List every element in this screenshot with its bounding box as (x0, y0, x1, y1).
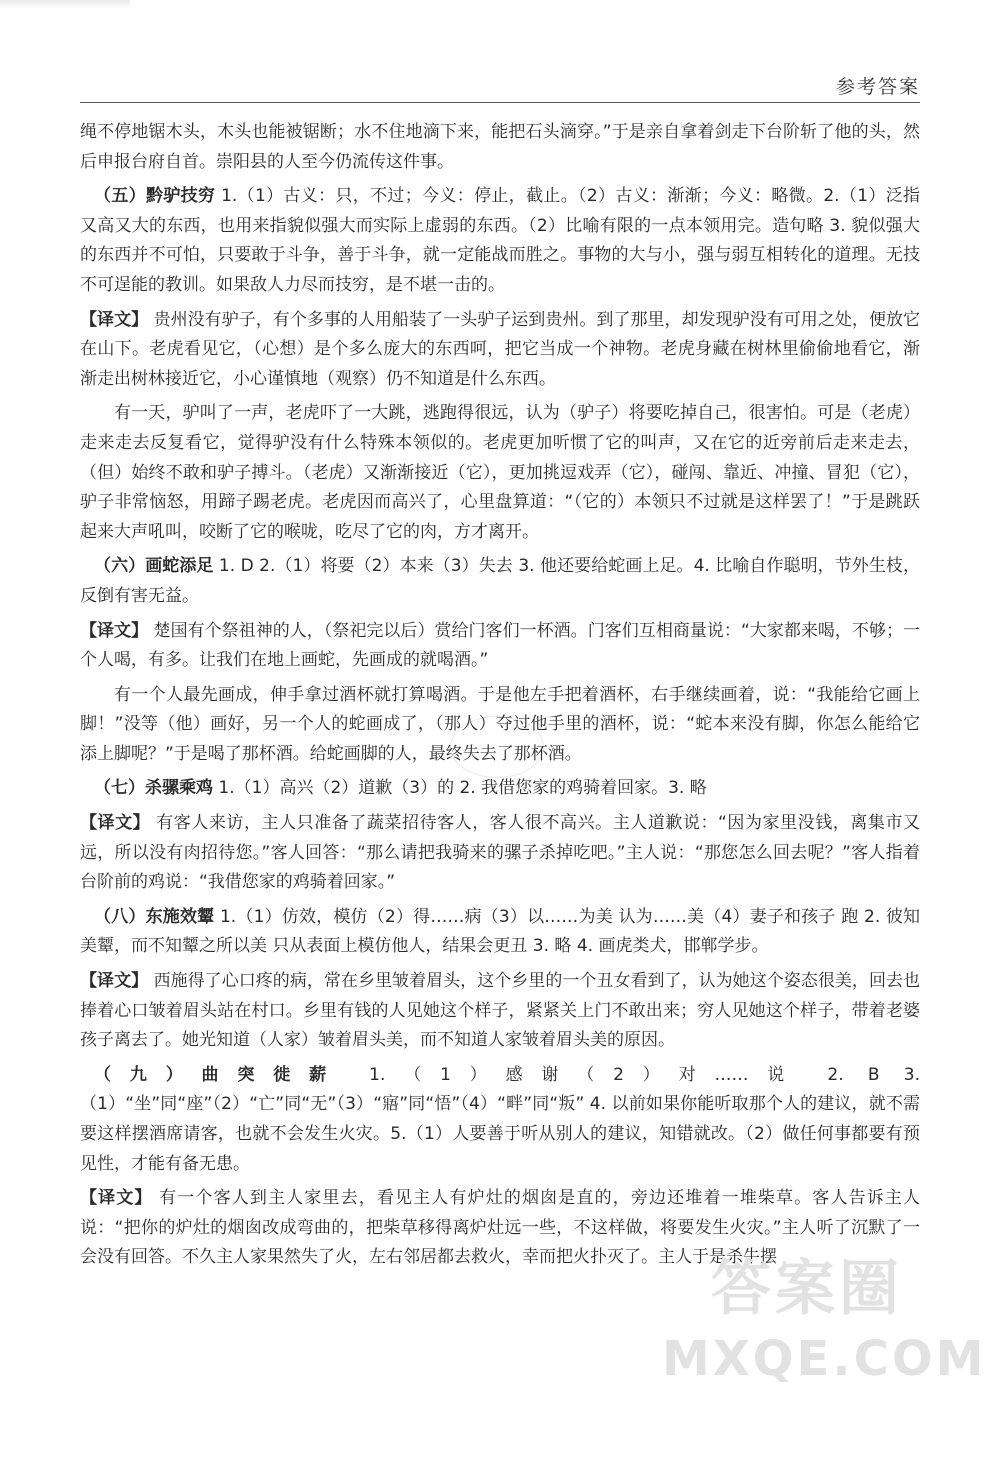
paragraph-text: 1.（1）古义：只，不过；今义：停止，截止。（2）古义：渐渐；今义：略微。2.（1）泛指又高又大的东西，也用来指貌似强大而实际上虚弱的东西。（2）比喻有限的一点本领用完。造句略 3. 貌似强大的东西并不可怕，只要敢于斗争，善于斗争，就一定能战而胜之。事物的大与小，强与弱互相转化的道理。无技不可逞能的教训。如果敌人力尽而技穷，是不堪一击的。 (80, 186, 921, 295)
translation-tag: 【译文】 (80, 813, 151, 834)
section-title: （九）曲突徙薪 (94, 1064, 345, 1085)
watermark-text: 答案圈 (711, 1254, 903, 1324)
paragraph-text: 有一天，驴叫了一声，老虎吓了一大跳，逃跑得很远，认为（驴子）将要吃掉自己，很害怕。可是（老虎）走来走去反复看它，觉得驴没有什么特殊本领似的。老虎更加听惯了它的叫声，又在它的近旁前后走来走去，（但）始终不敢和驴子搏斗。（老虎）又渐渐接近（它），更加挑逗戏弄（它），碰闯、靠近、冲撞、冒犯（它），驴子非常恼怒，用蹄子踢老虎。老虎因而高兴了，心里盘算道：“（它的）本领只不过就是这样罢了！”于是跳跃起来大声吼叫，咬断了它的喉咙，吃尽了它的肉，方才离开。 (80, 403, 920, 542)
header-rule (80, 102, 920, 103)
paragraph-text: 有一个客人到主人家里去，看见主人有炉灶的烟囱是直的，旁边还堆着一堆柴草。客人告诉主人说：“把你的炉灶的烟囱改成弯曲的，把柴草移得离炉灶远一些，不这样做，将要发生火灾。”主人听了沉默了一会没有回答。不久主人家果然失了火，左右邻居都去救火，幸而把火扑灭了。主人于是杀牛摆 (80, 1188, 921, 1268)
paragraph-text: 1.（1）感谢（2）对……说 2. B 3.（1）“坐”同“座”（2）“亡”同“无”（3）“寤”同“悟”（4）“畔”同“叛” 4. 以前如果你能听取那个人的建议，就不需要这样摆酒席请客，也就不会发生火灾。5.（1）人要善于听从别人的建议，知错就改。（2）做任何事都要有预见性，才能有备无患。 (80, 1064, 921, 1174)
translation-tag: 【译文】 (80, 971, 149, 992)
paragraph-text: 楚国有个祭祖神的人，（祭祀完以后）赏给门客们一杯酒。门客们互相商量说：“大家都来喝，不够；一个人喝，有多。让我们在地上画蛇，先画成的就喝酒。” (80, 620, 921, 671)
paragraph (80, 182, 920, 300)
header-title: 参考答案 (835, 76, 920, 98)
translation-tag: 【译文】 (80, 309, 149, 330)
paragraph-text: 1. D 2.（1）将要（2）本来（3）失去 3. 他还要给蛇画上足。4. 比喻自作聪明，节外生枝，反倒有害无益。 (80, 556, 920, 606)
paragraph-text: 西施得了心口疼的病，常在乡里皱着眉头，这个乡里的一个丑女看到了，认为她这个姿态很美，回去也捧着心口皱着眉头站在村口。乡里有钱的人见她这个样子，紧紧关上门不敢出来；穷人见她这个样子，带着老婆孩子离去了。她光知道（人家）皱着眉头美，而不知道人家皱着眉头美的原因。 (80, 971, 921, 1051)
watermark-logo (662, 1249, 987, 1429)
paragraph-text: 有客人来访，主人只准备了蔬菜招待客人，客人很不高兴。主人道歉说：“因为家里没钱，离集市又远，所以没有肉招待您。”客人回答：“那么请把我骑来的骡子杀掉吃吧。”主人说：“那您怎么回去呢？”客人指着台阶前的鸡说：“我借您家的鸡骑着回家。” (80, 813, 920, 893)
paragraph-text: 有一个人最先画成，伸手拿过酒杯就打算喝酒。于是他左手把着酒杯，右手继续画着，说：“我能给它画上脚！”没等（他）画好，另一个人的蛇画成了，（那人）夺过他手里的酒杯，说：“蛇本来没有脚，你怎么能给它添上脚呢？”于是喝了那杯酒。给蛇画脚的人，最终失去了那杯酒。 (80, 684, 920, 764)
paragraph (80, 903, 920, 962)
paragraph (80, 399, 920, 547)
paragraph (80, 306, 920, 395)
section-title: （五）黔驴技穷 (94, 186, 216, 207)
paragraph (80, 967, 920, 1056)
translation-tag: 【译文】 (80, 1188, 153, 1209)
paragraph-text: 1.（1）仿效，模仿（2）得……病（3）以……为美 认为……美（4）妻子和孩子 跑 2. 彼知美颦，而不知颦之所以美 只从表面上模仿他人，结果会更丑 3. 略 4. 画虎类犬，邯郸学步。 (80, 906, 921, 957)
paragraph (80, 681, 920, 770)
paragraph-text: 绳不停地锯木头，木头也能被锯断；水不住地滴下来，能把石头滴穿。”于是亲自拿着剑走下台阶斩了他的头，然后申报台府自首。崇阳县的人至今仍流传这件事。 (80, 122, 920, 172)
section-title: （八）东施效颦 (94, 906, 215, 927)
section-title: （七）杀骡乘鸡 (94, 778, 213, 799)
paragraph (80, 552, 920, 611)
paragraph-text: 1.（1）高兴（2）道歉（3）的 2. 我借您家的鸡骑着回家。3. 略 (218, 778, 707, 799)
page-header (0, 0, 1000, 110)
paragraph (80, 617, 920, 676)
paragraph (80, 774, 920, 804)
paragraph (80, 809, 920, 898)
paragraph (80, 1061, 920, 1179)
translation-tag: 【译文】 (80, 620, 149, 641)
answer-content (80, 118, 920, 1278)
watermark-url: MXQE.COM (662, 1331, 987, 1387)
paragraph-text: 贵州没有驴子，有个多事的人用船装了一头驴子运到贵州。到了那里，却发现驴没有可用之处，便放它在山下。老虎看见它，（心想）是个多么庞大的东西呵，把它当成一个神物。老虎身藏在树林里偷偷地看它，渐渐走出树林接近它，小心谨慎地（观察）仍不知道是什么东西。 (80, 309, 921, 389)
section-title: （六）画蛇添足 (94, 556, 214, 577)
paragraph (80, 118, 920, 177)
